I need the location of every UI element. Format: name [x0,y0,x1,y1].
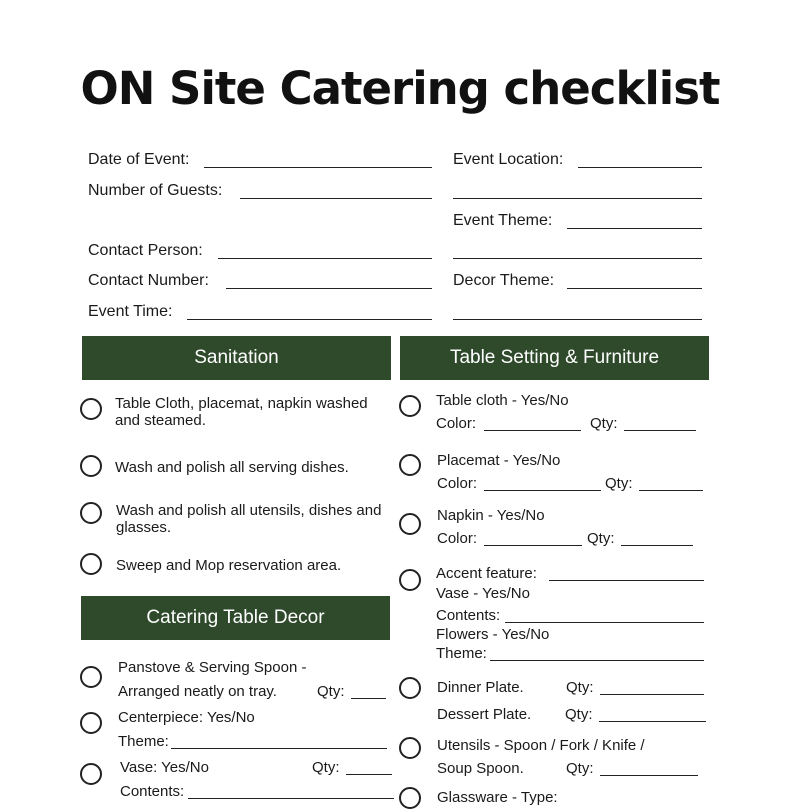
checkbox-circle[interactable] [399,737,421,759]
qty-line[interactable] [600,694,704,695]
table-item: Table cloth - Yes/No [436,392,569,409]
decor-theme-line[interactable] [567,288,702,289]
checkbox-circle[interactable] [80,398,102,420]
checkbox-circle[interactable] [399,677,421,699]
table-item: Glassware - Type: [437,789,558,806]
qty-label: Qty: [566,679,594,696]
table-item: Napkin - Yes/No [437,507,545,524]
guests-label: Number of Guests: [88,182,223,199]
checkbox-circle[interactable] [80,763,102,785]
theme-line[interactable] [567,228,702,229]
color-line[interactable] [484,490,601,491]
contents-line[interactable] [188,798,394,799]
checkbox-circle[interactable] [399,787,421,809]
contact-number-label: Contact Number: [88,272,209,289]
table-item: Dinner Plate. [437,679,524,696]
table-item: Utensils - Spoon / Fork / Knife / [437,737,645,754]
event-time-label: Event Time: [88,303,173,320]
qty-line[interactable] [600,775,698,776]
checkbox-circle[interactable] [80,666,102,688]
qty-line[interactable] [639,490,703,491]
table-setting-header: Table Setting & Furniture [400,336,709,380]
location-label: Event Location: [453,151,564,168]
decor-theme-line-2[interactable] [453,319,702,320]
qty-label: Qty: [317,683,345,700]
page-title: ON Site Catering checklist [80,62,720,115]
checkbox-circle[interactable] [80,553,102,575]
qty-label: Qty: [565,706,593,723]
checkbox-circle[interactable] [399,454,421,476]
contact-person-line[interactable] [218,258,432,259]
qty-line[interactable] [621,545,693,546]
sanitation-item: Table Cloth, placemat, napkin washed and steamed. [115,395,368,429]
contents-label: Contents: [436,607,501,624]
decor-item: Vase: Yes/No [120,759,209,776]
table-item: Soup Spoon. [437,760,524,777]
table-item: Placemat - Yes/No [437,452,561,469]
catering-decor-header: Catering Table Decor [81,596,390,640]
theme-label: Event Theme: [453,212,553,229]
qty-label: Qty: [605,475,633,492]
color-line[interactable] [484,430,581,431]
theme-line[interactable] [171,748,387,749]
decor-item: Centerpiece: Yes/No [118,709,255,726]
qty-line[interactable] [624,430,696,431]
table-item: Flowers - Yes/No [436,626,550,643]
qty-line[interactable] [599,721,706,722]
sanitation-item: Sweep and Mop reservation area. [116,557,342,574]
qty-label: Qty: [590,415,618,432]
checkbox-circle[interactable] [80,502,102,524]
date-line[interactable] [204,167,432,168]
sanitation-item: Wash and polish all utensils, dishes and glasses. [116,502,382,536]
qty-label: Qty: [566,760,594,777]
checkbox-circle[interactable] [399,513,421,535]
table-item: Accent feature: [436,565,537,582]
contact-person-label: Contact Person: [88,242,203,259]
table-item: Dessert Plate. [437,706,532,723]
checkbox-circle[interactable] [399,395,421,417]
table-item: Vase - Yes/No [436,585,530,602]
sanitation-item: Wash and polish all serving dishes. [115,459,349,476]
decor-item: Arranged neatly on tray. [118,683,277,700]
qty-line[interactable] [351,698,386,699]
color-label: Color: [437,475,478,492]
color-label: Color: [436,415,477,432]
color-label: Color: [437,530,478,547]
checkbox-circle[interactable] [399,569,421,591]
theme-line-2[interactable] [453,258,702,259]
checkbox-circle[interactable] [80,455,102,477]
theme-line[interactable] [490,660,704,661]
theme-label: Theme: [436,645,487,662]
contents-line[interactable] [505,622,704,623]
event-time-line[interactable] [187,319,432,320]
qty-line[interactable] [346,774,392,775]
decor-item: Panstove & Serving Spoon - [118,659,307,676]
location-line[interactable] [578,167,702,168]
location-line-2[interactable] [453,198,702,199]
checkbox-circle[interactable] [80,712,102,734]
sanitation-header: Sanitation [82,336,391,380]
accent-line[interactable] [549,580,704,581]
theme-label: Theme: [118,733,169,750]
qty-label: Qty: [587,530,615,547]
date-label: Date of Event: [88,151,190,168]
contents-label: Contents: [120,783,185,800]
color-line[interactable] [484,545,582,546]
contact-number-line[interactable] [226,288,432,289]
qty-label: Qty: [312,759,340,776]
guests-line[interactable] [240,198,432,199]
decor-theme-label: Decor Theme: [453,272,555,289]
